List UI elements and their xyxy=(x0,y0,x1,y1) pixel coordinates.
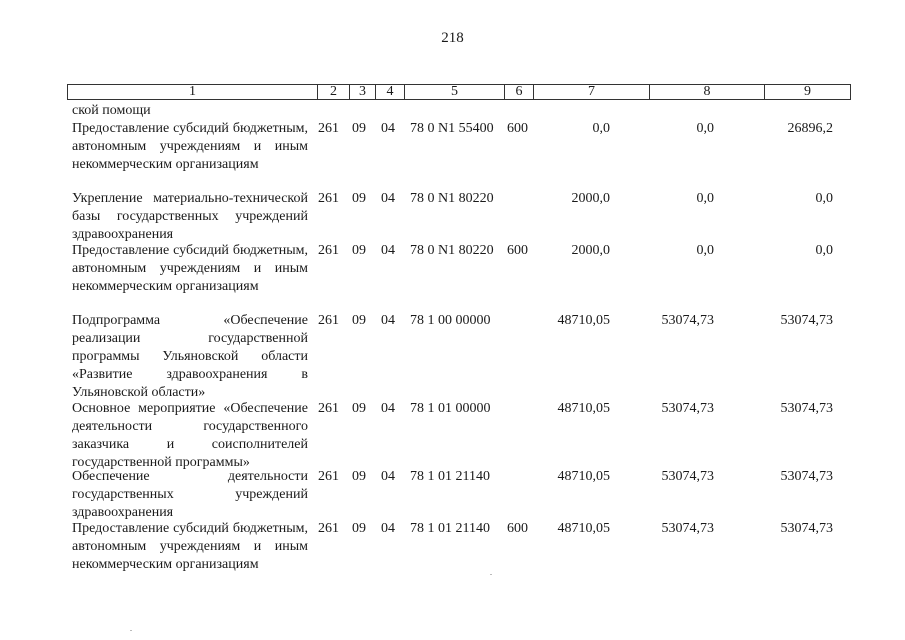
cell-target: 78 0 N1 55400 xyxy=(410,121,494,136)
cell-value-7: 2000,0 xyxy=(571,243,610,258)
row-name: Подпрограмма «Обеспечение реализации государственной программы Ульяновской области «Развитие здравоохранения в Ульяновской области» xyxy=(72,313,308,400)
cell-code: 261 xyxy=(318,313,339,328)
header-col-8: 8 xyxy=(649,85,764,99)
cell-subsection: 04 xyxy=(381,121,395,136)
cell-subsection: 04 xyxy=(381,243,395,258)
cell-target: 78 1 01 21140 xyxy=(410,469,490,484)
cell-value-8: 0,0 xyxy=(696,243,714,258)
cell-code: 261 xyxy=(318,401,339,416)
row-name: Предоставление субсидий бюджетным, автономным учреждениям и иным некоммерческим организациям xyxy=(72,121,308,172)
cell-value-7: 48710,05 xyxy=(557,469,610,484)
header-col-5: 5 xyxy=(404,85,504,99)
cell-value-8: 0,0 xyxy=(696,121,714,136)
scan-speck xyxy=(490,574,492,575)
cell-value-7: 2000,0 xyxy=(571,191,610,206)
cell-value-7: 48710,05 xyxy=(557,401,610,416)
cell-value-7: 0,0 xyxy=(592,121,610,136)
cell-value-9: 53074,73 xyxy=(780,313,833,328)
cell-subsection: 04 xyxy=(381,191,395,206)
cell-code: 261 xyxy=(318,243,339,258)
cell-section: 09 xyxy=(352,469,366,484)
cell-type: 600 xyxy=(507,121,528,136)
cell-value-7: 48710,05 xyxy=(557,521,610,536)
cell-code: 261 xyxy=(318,191,339,206)
cell-subsection: 04 xyxy=(381,521,395,536)
cell-target: 78 1 01 21140 xyxy=(410,521,490,536)
row-name: Укрепление материально-технической базы государственных учреждений здравоохранения xyxy=(72,191,308,242)
cell-value-8: 53074,73 xyxy=(661,469,714,484)
cell-target: 78 1 01 00000 xyxy=(410,401,491,416)
header-col-9: 9 xyxy=(764,85,850,99)
cell-target: 78 1 00 00000 xyxy=(410,313,491,328)
cell-target: 78 0 N1 80220 xyxy=(410,191,494,206)
cell-subsection: 04 xyxy=(381,469,395,484)
cell-target: 78 0 N1 80220 xyxy=(410,243,494,258)
cell-section: 09 xyxy=(352,191,366,206)
row-name: Предоставление субсидий бюджетным, автономным учреждениям и иным некоммерческим организациям xyxy=(72,521,308,572)
row-name: Обеспечение деятельности государственных учреждений здравоохранения xyxy=(72,469,308,520)
cell-code: 261 xyxy=(318,469,339,484)
cell-section: 09 xyxy=(352,121,366,136)
cell-value-8: 53074,73 xyxy=(661,313,714,328)
cell-section: 09 xyxy=(352,401,366,416)
cell-subsection: 04 xyxy=(381,401,395,416)
cell-value-9: 26896,2 xyxy=(787,121,833,136)
cell-type: 600 xyxy=(507,521,528,536)
header-col-1: 1 xyxy=(189,84,196,99)
row-name: Предоставление субсидий бюджетным, автономным учреждениям и иным некоммерческим организациям xyxy=(72,243,308,294)
cell-section: 09 xyxy=(352,243,366,258)
header-col-3: 3 xyxy=(349,85,375,99)
header-col-2: 2 xyxy=(317,85,349,99)
cell-section: 09 xyxy=(352,521,366,536)
cell-code: 261 xyxy=(318,121,339,136)
cell-value-9: 53074,73 xyxy=(780,401,833,416)
cell-value-9: 0,0 xyxy=(815,243,833,258)
cell-value-9: 53074,73 xyxy=(780,469,833,484)
header-col-6: 6 xyxy=(504,85,533,99)
cell-value-9: 0,0 xyxy=(815,191,833,206)
cell-section: 09 xyxy=(352,313,366,328)
cell-value-7: 48710,05 xyxy=(557,313,610,328)
cell-code: 261 xyxy=(318,521,339,536)
page-number: 218 xyxy=(441,30,464,46)
row-name: ской помощи xyxy=(72,103,151,118)
header-col-7: 7 xyxy=(533,85,649,99)
scan-speck xyxy=(130,630,132,631)
cell-value-8: 53074,73 xyxy=(661,401,714,416)
header-col-4: 4 xyxy=(375,85,404,99)
cell-value-9: 53074,73 xyxy=(780,521,833,536)
row-name: Основное мероприятие «Обеспечение деятельности государственного заказчика и соисполнителей государственной программы» xyxy=(72,401,308,470)
cell-value-8: 0,0 xyxy=(696,191,714,206)
cell-type: 600 xyxy=(507,243,528,258)
cell-value-8: 53074,73 xyxy=(661,521,714,536)
cell-subsection: 04 xyxy=(381,313,395,328)
